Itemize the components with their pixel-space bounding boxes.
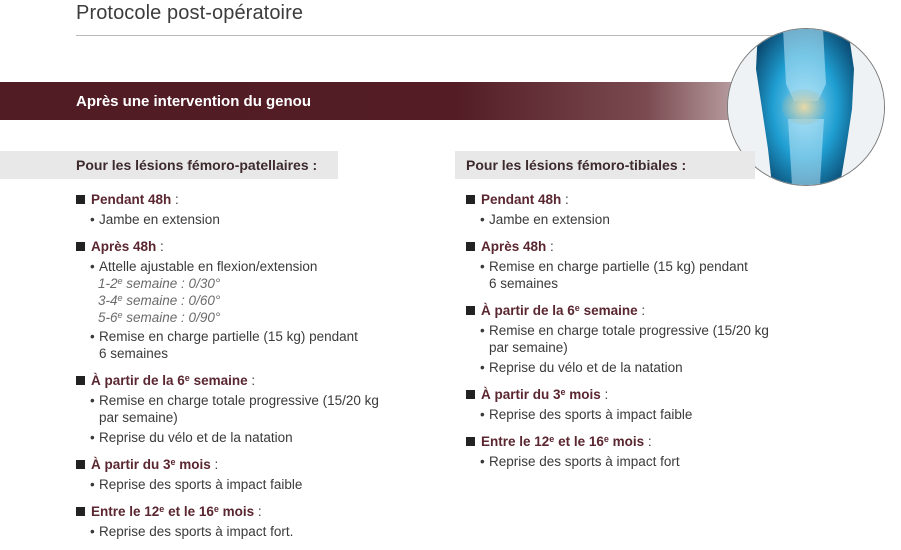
sub-item: 1-2e semaine : 0/30° bbox=[98, 276, 221, 291]
right-section-48h: Pendant 48h : • Jambe en extension bbox=[466, 191, 816, 228]
sub-item: 3-4e semaine : 0/60° bbox=[98, 293, 221, 308]
square-bullet-icon bbox=[466, 195, 475, 204]
list-item: • Remise en charge totale progressive (15/20 kg par semaine) bbox=[480, 323, 769, 355]
square-bullet-icon bbox=[76, 242, 85, 251]
list-item: • Attelle ajustable en flexion/extension bbox=[90, 259, 318, 274]
section-label: Pendant 48h bbox=[91, 192, 172, 207]
right-section-month12-16: Entre le 12e et le 16e mois : • Reprise des sports à impact fort bbox=[466, 433, 816, 470]
right-section-after-48h: Après 48h : • Remise en charge partielle (15 kg) pendant 6 semaines bbox=[466, 238, 816, 292]
left-section-week6: À partir de la 6e semaine : • Remise en charge totale progressive (15/20 kg par semaine) • Reprise du vélo et de la natation bbox=[76, 372, 426, 446]
banner-title: Après une intervention du genou bbox=[76, 93, 312, 110]
title-divider bbox=[76, 35, 776, 36]
right-section-month3: À partir du 3e mois : • Reprise des sports à impact faible bbox=[466, 386, 816, 423]
list-item: • Reprise des sports à impact fort bbox=[480, 454, 680, 469]
list-item: • Reprise du vélo et de la natation bbox=[90, 430, 293, 445]
section-label: Pendant 48h bbox=[481, 192, 562, 207]
square-bullet-icon bbox=[76, 460, 85, 469]
list-item: • Reprise des sports à impact faible bbox=[90, 477, 303, 492]
list-item: • Reprise des sports à impact fort. bbox=[90, 524, 294, 539]
left-section-month3: À partir du 3e mois : • Reprise des sports à impact faible bbox=[76, 456, 426, 493]
right-column bbox=[466, 191, 816, 480]
right-section-week6: À partir de la 6e semaine : • Remise en charge totale progressive (15/20 kg par semaine) • Reprise du vélo et de la natation bbox=[466, 302, 816, 376]
list-item: • Jambe en extension bbox=[480, 212, 610, 227]
right-column-heading: Pour les lésions fémoro-tibiales : bbox=[455, 151, 755, 179]
list-item: • Reprise des sports à impact faible bbox=[480, 407, 693, 422]
section-label: Après 48h bbox=[481, 239, 547, 254]
sub-item: 5-6e semaine : 0/90° bbox=[98, 310, 221, 325]
square-bullet-icon bbox=[466, 390, 475, 399]
left-column-heading: Pour les lésions fémoro-patellaires : bbox=[0, 151, 338, 179]
list-item: • Reprise du vélo et de la natation bbox=[480, 360, 683, 375]
square-bullet-icon bbox=[76, 507, 85, 516]
section-label: À partir du 3e mois bbox=[91, 457, 211, 472]
square-bullet-icon bbox=[466, 242, 475, 251]
left-column bbox=[76, 191, 426, 550]
square-bullet-icon bbox=[76, 376, 85, 385]
section-label: Entre le 12e et le 16e mois bbox=[481, 434, 645, 449]
page-title: Protocole post-opératoire bbox=[76, 2, 304, 24]
square-bullet-icon bbox=[76, 195, 85, 204]
list-item: • Remise en charge totale progressive (15/20 kg par semaine) bbox=[90, 393, 379, 425]
list-item: • Remise en charge partielle (15 kg) pendant 6 semaines bbox=[90, 329, 358, 361]
left-section-48h: Pendant 48h : • Jambe en extension bbox=[76, 191, 426, 228]
list-item: • Remise en charge partielle (15 kg) pendant 6 semaines bbox=[480, 259, 748, 291]
left-section-month12-16: Entre le 12e et le 16e mois : • Reprise des sports à impact fort. bbox=[76, 503, 426, 540]
left-section-after-48h: Après 48h : • Attelle ajustable en flexion/extension 1-2e semaine : 0/30° 3-4e semaine : 0/60° 5-6e semaine : 0/90° • Remise en charge partielle (15 kg) pendant 6 semaines bbox=[76, 238, 426, 362]
list-item: • Jambe en extension bbox=[90, 212, 220, 227]
section-label: À partir du 3e mois bbox=[481, 387, 601, 402]
square-bullet-icon bbox=[466, 437, 475, 446]
section-label: Entre le 12e et le 16e mois bbox=[91, 504, 255, 519]
square-bullet-icon bbox=[466, 306, 475, 315]
section-label: À partir de la 6e semaine bbox=[481, 303, 638, 318]
section-label: Après 48h bbox=[91, 239, 157, 254]
section-label: À partir de la 6e semaine bbox=[91, 373, 248, 388]
